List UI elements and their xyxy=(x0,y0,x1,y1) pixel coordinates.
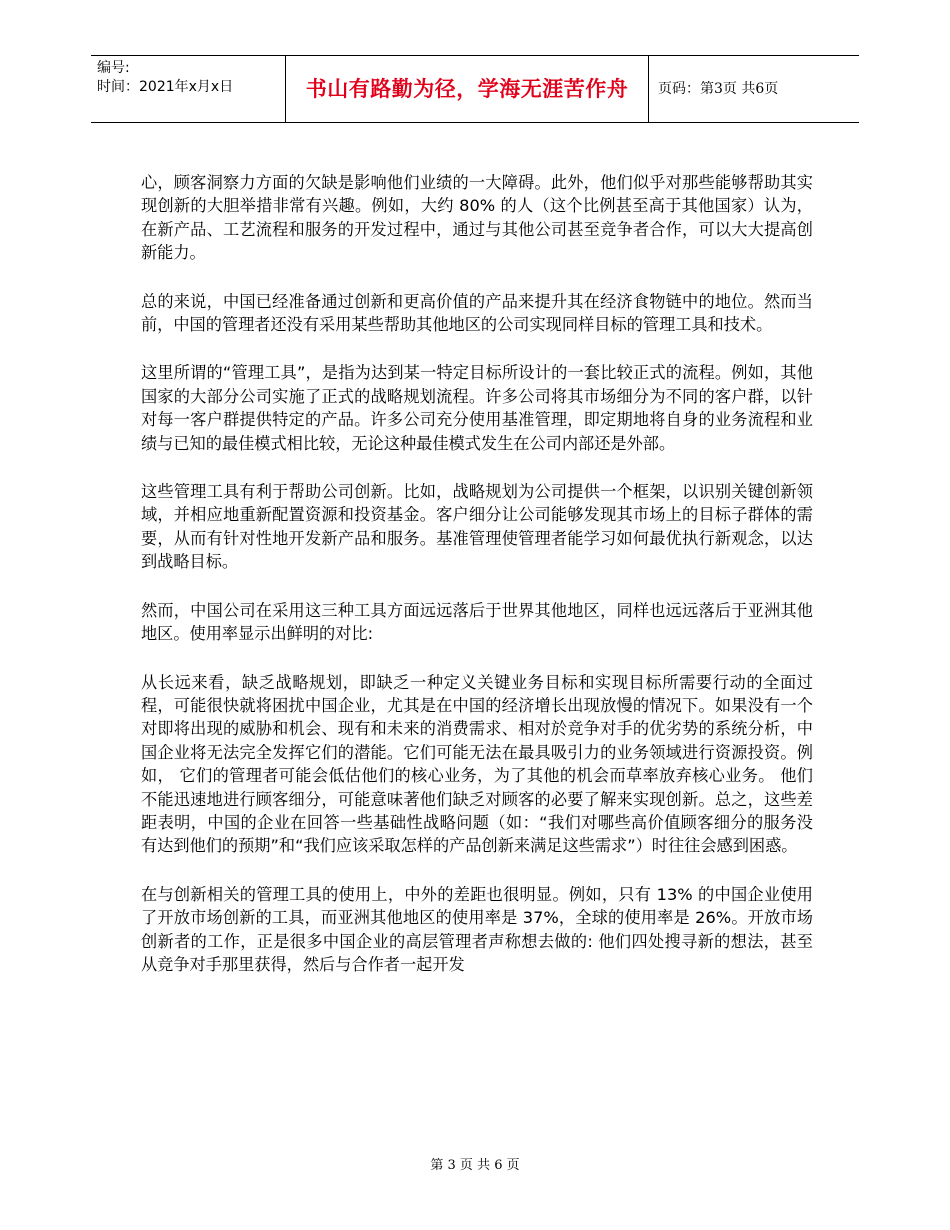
paragraph: 在与创新相关的管理工具的使用上，中外的差距也很明显。例如，只有 13% 的中国企业使用了开放市场创新的工具，而亚洲其他地区的使用率是 37%，全球的使用率是 26%。开放市场创新者的工作，正是很多中国企业的高层管理者声称想去做的: 他们四处搜寻新的想法，甚至从竞争对手那里获得，然后与合作者一起开发 xyxy=(141,884,813,974)
document-body xyxy=(141,171,813,1001)
paragraph: 总的来说，中国已经准备通过创新和更高价值的产品来提升其在经济食物链中的地位。然而当前，中国的管理者还没有采用某些帮助其他地区的公司实现同样目标的管理工具和技术。 xyxy=(141,291,813,335)
paragraph: 这些管理工具有利于帮助公司创新。比如，战略规划为公司提供一个框架，以识别关键创新领域，并相应地重新配置资源和投资基金。客户细分让公司能够发现其市场上的目标子群体的需要，从而有针对性地开发新产品和服务。基准管理使管理者能学习如何最优执行新观念，以达到战略目标。 xyxy=(141,482,813,572)
header-page-number: 页码：第3页 共6页 xyxy=(658,81,779,97)
serial-number-label: 编号: xyxy=(97,60,130,76)
paragraph: 心，顾客洞察力方面的欠缺是影响他们业绩的一大障碍。此外，他们似乎对那些能够帮助其实现创新的大胆举措非常有兴趣。例如，大约 80% 的人（这个比例甚至高于其他国家）认为，在新产品、工艺流程和服务的开发过程中，通过与其他公司甚至竞争者合作，可以大大提高创新能力。 xyxy=(141,173,813,263)
page-footer: 第 3 页 共 6 页 xyxy=(430,1158,520,1173)
paragraph: 然而，中国公司在采用这三种工具方面远远落后于世界其他地区，同样也远远落后于亚洲其他地区。使用率显示出鲜明的对比: xyxy=(141,600,813,644)
paragraph: 从长远来看，缺乏战略规划，即缺乏一种定义关键业务目标和实现目标所需要行动的全面过程，可能很快就将困扰中国企业，尤其是在中国的经济增长出现放慢的情况下。如果没有一个对即将出现的威胁和机会、现有和未来的消费需求、相对於竞争对手的优劣势的系统分析，中国企业将无法完全发挥它们的潜能。它们可能无法在最具吸引力的业务领域进行资源投资。例如， 它们的管理者可能会低估他们的核心业务，为了其他的机会而草率放弃核心业务。 他们不能迅速地进行顾客细分，可能意味著他们缺乏对顾客的必要了解来实现创新。总之，这些差距表明，中国的企业在回答一些基础性战略问题（如：“我们对哪些高价值顾客细分的服务没有达到他们的预期”和“我们应该采取怎样的产品创新来满足这些需求”）时往往会感到困惑。 xyxy=(141,672,813,856)
page-header xyxy=(91,55,859,123)
header-divider xyxy=(648,56,649,122)
header-meta xyxy=(97,59,233,97)
time-label: 时间：2021年x月x日 xyxy=(97,79,234,95)
header-motto: 书山有路勤为径，学海无涯苦作舟 xyxy=(305,77,629,101)
paragraph: 这里所谓的“管理工具”，是指为达到某一特定目标所设计的一套比较正式的流程。例如，其他国家的大部分公司实施了正式的战略规划流程。许多公司将其市场细分为不同的客户群，以针对每一客户群提供特定的产品。许多公司充分使用基准管理，即定期地将自身的业务流程和业绩与已知的最佳模式相比较，无论这种最佳模式发生在公司内部还是外部。 xyxy=(141,363,813,453)
